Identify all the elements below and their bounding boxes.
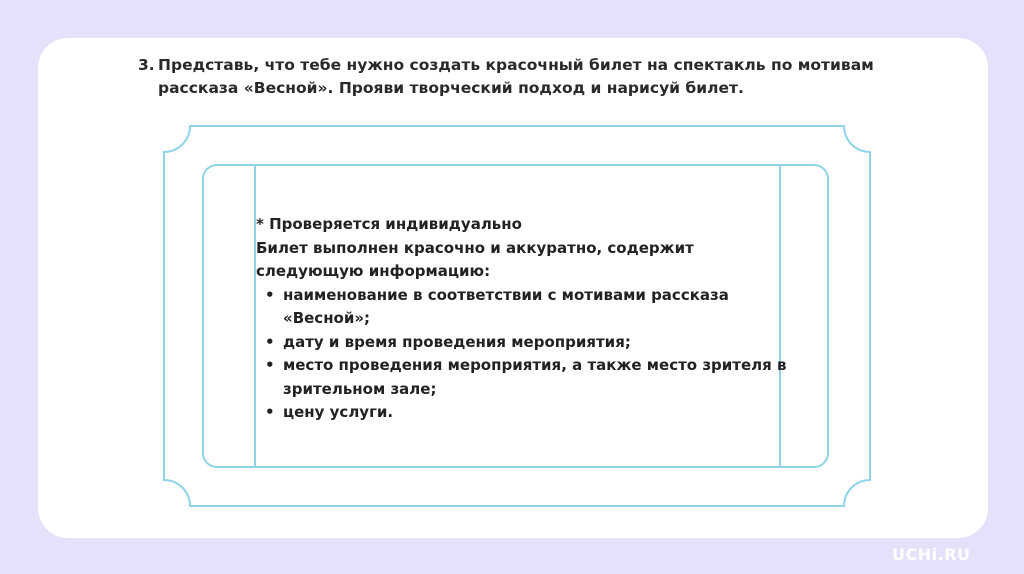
task-number: 3. — [138, 56, 155, 74]
task-description: Представь, что тебе нужно создать красочный билет на спектакль по мотивам рассказа «Весной». Прояви творческий подход и нарисуй билет. — [158, 56, 874, 97]
bullet-icon: • — [265, 356, 275, 374]
list-item-text: дату и время проведения мероприятия; — [283, 332, 631, 351]
list-item-text: цену услуги. — [283, 403, 394, 421]
list-item-text: место проведения мероприятия, а также место зрителя в зрительном зале; — [283, 356, 787, 398]
answer-block — [256, 213, 796, 425]
list-item — [256, 284, 796, 331]
list-item-text: наименование в соответствии с мотивами рассказа «Весной»; — [283, 285, 729, 327]
uchi-logo: UCHi.RU — [892, 545, 971, 564]
answer-heading: * Проверяется индивидуально — [256, 215, 522, 233]
list-item — [256, 331, 796, 355]
bullet-icon: • — [265, 403, 275, 421]
bullet-icon: • — [265, 285, 275, 304]
criteria-list — [256, 284, 796, 425]
bullet-icon: • — [265, 332, 275, 351]
list-item — [256, 401, 796, 425]
list-item — [256, 354, 796, 401]
answer-intro: Билет выполнен красочно и аккуратно, содержит следующую информацию: — [256, 238, 694, 280]
